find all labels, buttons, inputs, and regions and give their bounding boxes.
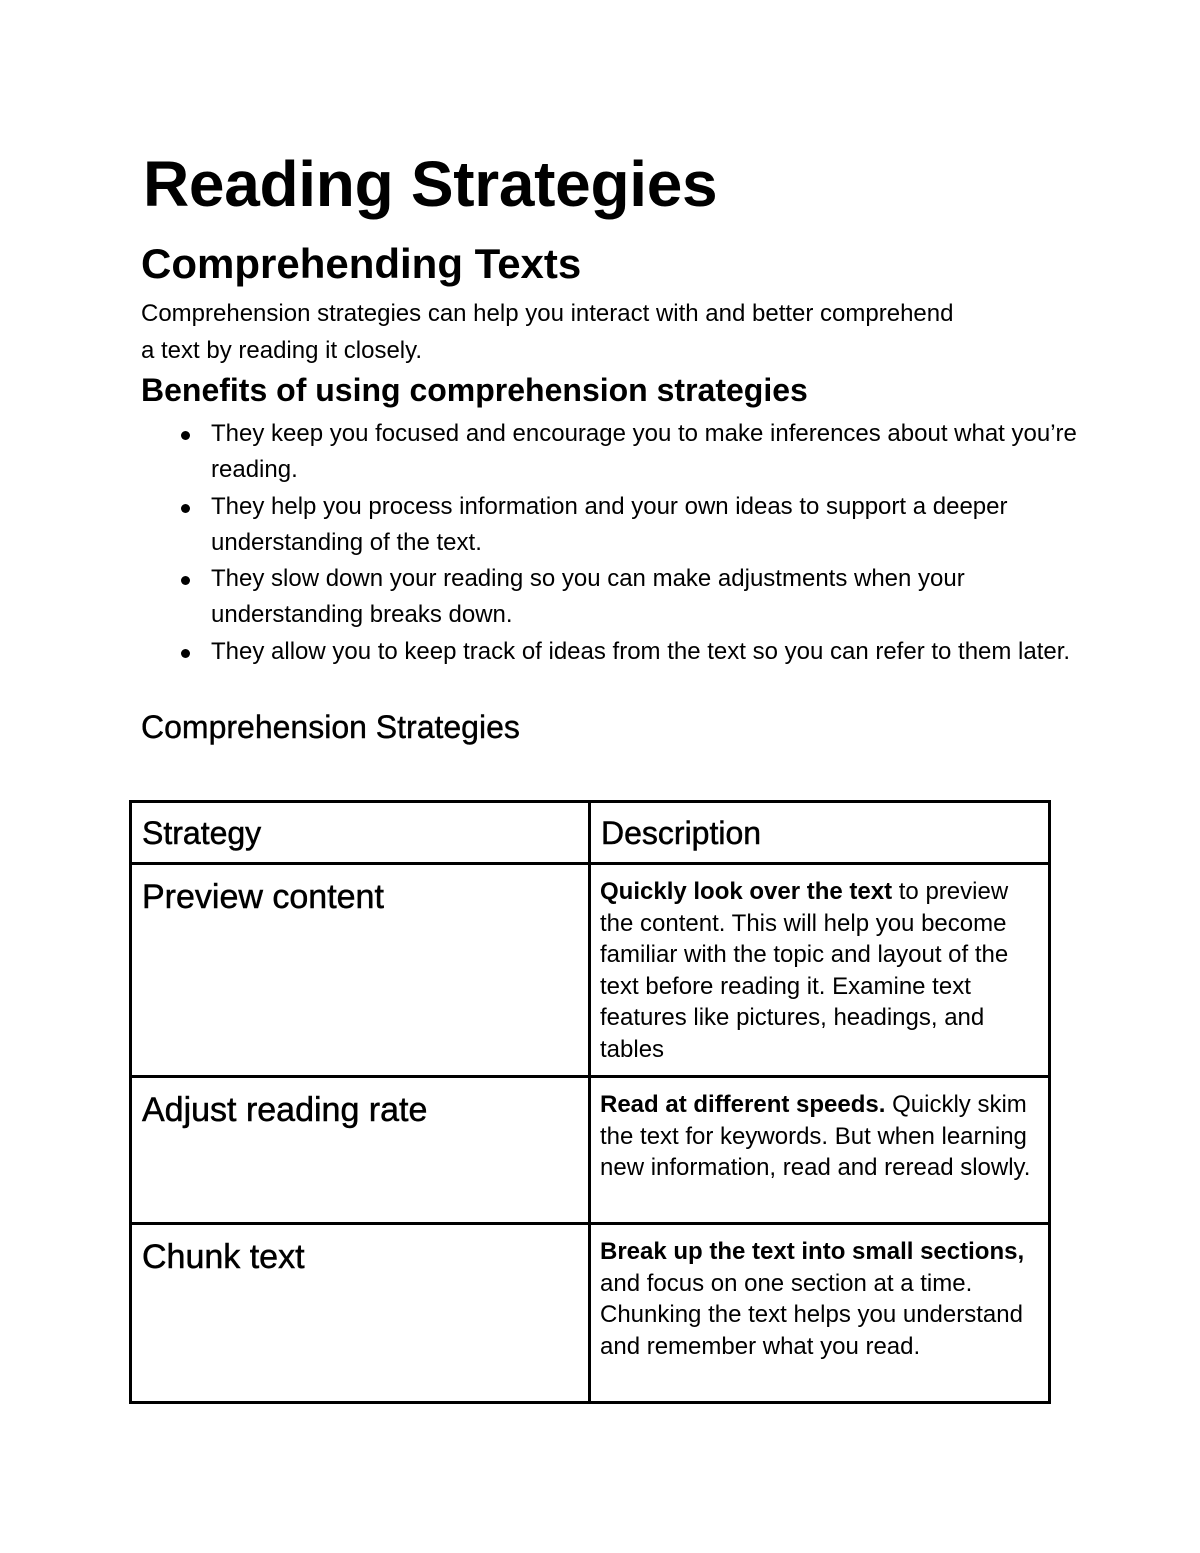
section-heading: Comprehending Texts <box>141 240 582 287</box>
strategy-name: Chunk text <box>142 1238 305 1276</box>
benefits-heading: Benefits of using comprehension strategies <box>141 372 808 408</box>
list-item-text: They slow down your reading so you can make adjustments when your understanding breaks down. <box>211 565 965 629</box>
intro-paragraph: Comprehension strategies can help you interact with and better comprehend a text by reading it closely. <box>141 300 954 364</box>
description-body: to preview the content. This will help you become familiar with the topic and layout of the text before reading it. Examine text features like pictures, headings, and tables <box>600 878 1009 1063</box>
column-header-strategy <box>131 802 590 864</box>
table-header-row <box>131 802 1050 864</box>
description-body: and focus on one section at a time. Chunking the text helps you understand and remember what you read. <box>600 1269 1023 1360</box>
description-cell <box>590 1077 1050 1224</box>
benefits-list <box>141 416 1081 670</box>
bullet-icon <box>181 431 190 440</box>
description-emphasis: Read at different speeds. <box>600 1091 886 1118</box>
strategy-cell <box>131 864 590 1077</box>
strategy-name: Preview content <box>142 878 384 916</box>
description-text <box>591 1225 1048 1372</box>
table-row <box>131 1224 1050 1403</box>
list-item <box>141 416 1081 489</box>
strategy-cell <box>131 1077 590 1224</box>
table-row <box>131 864 1050 1077</box>
column-header-label: Description <box>601 815 762 851</box>
list-item <box>141 561 1081 634</box>
description-text <box>591 865 1048 1075</box>
list-item <box>141 489 1081 562</box>
description-emphasis: Break up the text into small sections, <box>600 1238 1025 1265</box>
description-text <box>591 1078 1048 1194</box>
list-item-text: They allow you to keep track of ideas from the text so you can refer to them later. <box>211 637 1071 665</box>
strategies-heading: Comprehension Strategies <box>141 709 520 745</box>
bullet-icon <box>181 649 190 658</box>
strategies-table <box>129 800 1051 1404</box>
strategy-name: Adjust reading rate <box>142 1091 428 1129</box>
list-item <box>141 634 1081 670</box>
page-title: Reading Strategies <box>143 148 718 220</box>
description-body: Quickly skim the text for keywords. But when learning new information, read and reread slowly. <box>600 1091 1031 1181</box>
table-row <box>131 1077 1050 1224</box>
description-emphasis: Quickly look over the text <box>600 878 893 905</box>
description-cell <box>590 864 1050 1077</box>
list-item-text: They keep you focused and encourage you to make inferences about what you’re reading. <box>211 420 1077 484</box>
list-item-text: They help you process information and your own ideas to support a deeper understanding of the text. <box>211 492 1008 556</box>
column-header-description <box>590 802 1050 864</box>
description-cell <box>590 1224 1050 1403</box>
bullet-icon <box>181 504 190 513</box>
strategy-cell <box>131 1224 590 1403</box>
bullet-icon <box>181 576 190 585</box>
column-header-label: Strategy <box>142 815 262 851</box>
